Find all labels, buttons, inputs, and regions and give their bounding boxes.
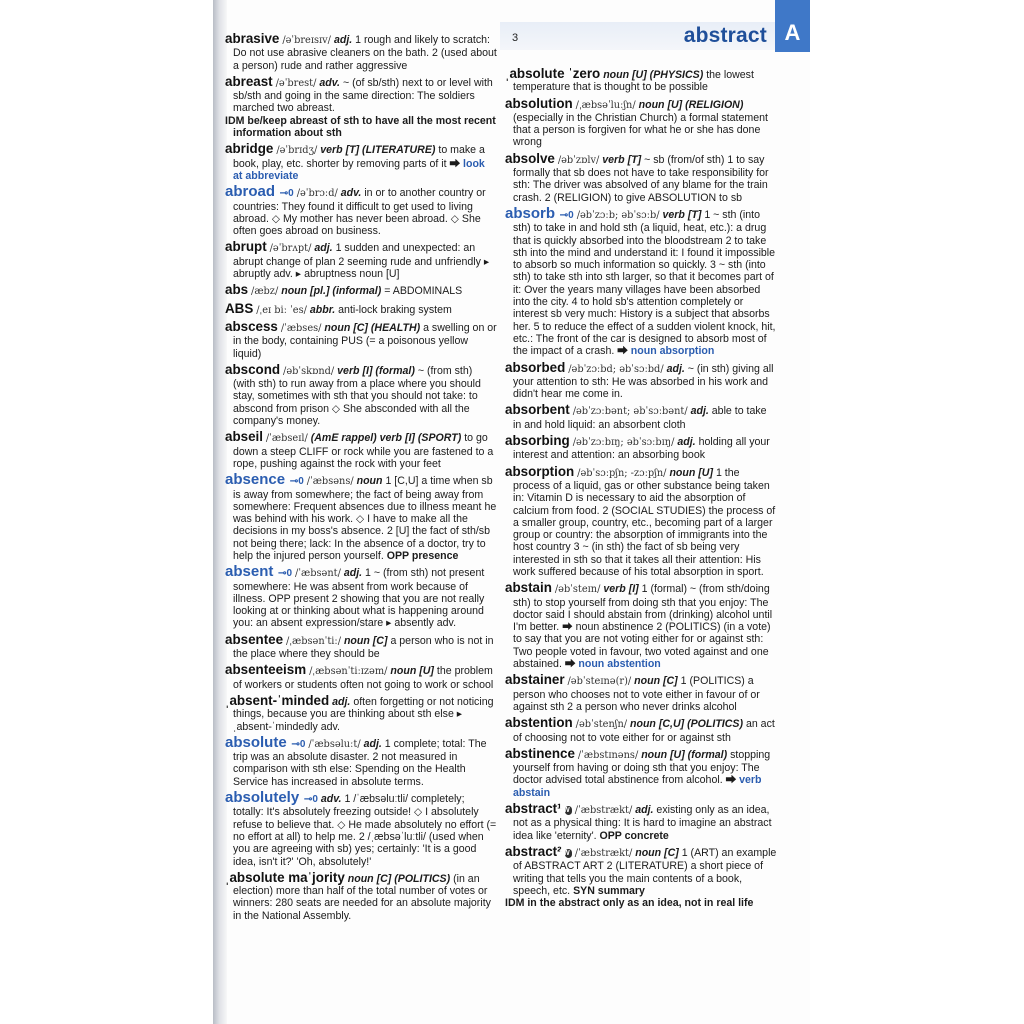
dictionary-entry <box>505 463 777 579</box>
dictionary-entry <box>225 471 497 562</box>
definition: the problem of workers or students often not going to work or school <box>233 665 494 691</box>
left-column <box>225 33 497 926</box>
headword: absorb <box>505 204 556 222</box>
academic-word-icon: AW <box>558 807 570 815</box>
dictionary-entry <box>225 431 497 470</box>
pronunciation: /ˌeɪ biː ˈes/ <box>256 304 307 316</box>
pronunciation: /əˈbrest/ <box>275 77 317 89</box>
arrow-circle-icon: ⮕ <box>564 658 579 671</box>
dictionary-entry <box>225 563 497 630</box>
definition: existing only as an idea, not as a physical thing: It is hard to imagine an abstract idea like 'eternity'. <box>513 804 772 842</box>
idiom-text: IDM in the abstract only as an idea, not in real life <box>505 897 754 910</box>
headword: absorption <box>505 463 575 479</box>
definition: 1 (POLITICS) a person who chooses not to vote either in favour of or against sth 2 a person who never drinks alcohol <box>513 675 760 713</box>
pronunciation: /əbˈzɔːbənt; əbˈsɔːbənt/ <box>572 406 688 418</box>
opposite-ref: OPP presence <box>386 549 459 562</box>
headword: ABS <box>225 300 254 316</box>
dictionary-entry <box>225 143 497 182</box>
dictionary-entry <box>225 300 497 317</box>
definition: anti-lock braking system <box>338 303 452 316</box>
part-of-speech: adj. <box>363 737 382 750</box>
definition: ~ (from sth) (with sth) to run away from a place where you should stay, sometimes with sth that you should not take: to abscond from prison ◇ She absconded with all the company's money. <box>233 364 481 428</box>
part-of-speech: verb [T] <box>662 208 702 221</box>
headword: abrupt <box>225 239 267 255</box>
dictionary-entry <box>505 843 777 910</box>
arrow-circle-icon: ⮕ <box>449 157 464 170</box>
dictionary-entry <box>225 284 497 298</box>
part-of-speech: verb [I] (formal) <box>337 364 415 377</box>
headword: abreast <box>225 73 273 89</box>
pronunciation: /ˈæbsəluːt/ <box>308 738 361 750</box>
headword: absence <box>225 471 286 489</box>
dictionary-entry <box>225 318 497 360</box>
part-of-speech: verb [T] <box>602 153 642 166</box>
cross-reference[interactable]: noun absorption <box>630 345 715 358</box>
headword: abscond <box>225 361 281 377</box>
headword: abseil <box>225 429 263 445</box>
part-of-speech: noun [U] <box>390 665 434 678</box>
part-of-speech: adj. <box>635 804 654 817</box>
headword: abs <box>225 282 249 298</box>
headword: abrasive <box>225 31 280 46</box>
part-of-speech: adv. <box>320 793 342 806</box>
part-of-speech: adv. <box>340 187 362 200</box>
headword: absorbent <box>505 402 570 418</box>
part-of-speech: verb [T] (LITERATURE) <box>320 144 436 157</box>
part-of-speech: adv. <box>319 76 340 89</box>
dictionary-entry <box>225 33 497 72</box>
definition: 1 complete; total: The trip was an absolute disaster. 2 not measured in comparison with sth else: Spending on the Health Service has increased in absolute terms. <box>233 737 487 788</box>
headword: absolution <box>505 95 573 111</box>
dictionary-entry <box>505 435 777 462</box>
pronunciation: /ˈæbsənt/ <box>295 568 341 580</box>
definition: a person who is not in the place where they should be <box>233 634 494 661</box>
pronunciation: /ˌæbsənˈtiː/ <box>286 635 341 647</box>
definition: 1 [C,U] a time when sb is away from somewhere; the fact of being away from somewhere: Frequent absences due to illness meant he was behind with his work. ◇ I have to make all the decisions in my boss's absence. 2 [U] the fact of sth/sb not being there; lack: In the absence of a doctor, try to help the injured person yourself. <box>233 475 497 562</box>
headword: abstainer <box>505 672 565 688</box>
definition: ~ sb (from/of sth) 1 to say formally that sb does not have to take responsibility for sth: The driver was absolved of any blame for the train crash. 2 (RELIGION) to give ABSOLUTION to sb <box>513 153 769 204</box>
headword: absent <box>225 563 274 581</box>
dictionary-entry <box>505 204 777 358</box>
dictionary-entry <box>505 68 777 94</box>
key-icon: ⊸0 <box>275 568 293 580</box>
headword: abstinence <box>505 745 575 761</box>
key-icon: ⊸0 <box>277 188 294 200</box>
academic-word-icon: AW <box>558 849 570 857</box>
definition: ~ (of sb/sth) next to or level with sb/sth and going in the same direction: The soldiers marched two abreast. <box>233 76 493 115</box>
headword: absorbed <box>505 359 566 375</box>
pronunciation: /ˈæbstrækt/ <box>574 805 633 817</box>
part-of-speech: noun <box>356 475 383 488</box>
pronunciation: /ˈæbses/ <box>280 322 322 334</box>
dictionary-entry <box>225 733 497 788</box>
dictionary-entry <box>505 150 777 204</box>
part-of-speech: verb [I] <box>603 583 639 596</box>
pronunciation: /əˈbrɔːd/ <box>296 188 338 200</box>
headword: abridge <box>225 141 274 157</box>
definition: a swelling on or in the body, containing PUS (= a poisonous yellow liquid) <box>233 321 497 360</box>
definition: in or to another country or countries: They found it difficult to get used to living abroad. ◇ My mother has never been abroad. ◇ She often goes abroad on business. <box>233 187 486 238</box>
definition: (in an election) more than half of the total number of votes or winners: 280 seats are needed for an absolute majority in the National Assembly. <box>233 872 491 922</box>
letter-tab: A <box>775 0 810 52</box>
part-of-speech: noun [C] <box>635 846 679 859</box>
part-of-speech: adj. <box>677 436 696 449</box>
definition: ~ (in sth) giving all your attention to sth: He was absorbed in his work and didn't hear me come in. <box>513 362 774 401</box>
definition: holding all your interest and attention: an absorbing book <box>513 436 770 462</box>
pronunciation: /əbˈzɔːbɪŋ; əbˈsɔːbɪŋ/ <box>572 437 675 449</box>
idiom <box>505 897 777 910</box>
pronunciation: /əbˈzɔːb; əbˈsɔːb/ <box>576 209 660 221</box>
pronunciation: /əˈbrɪdʒ/ <box>276 145 318 157</box>
cross-reference[interactable]: look at abbreviate <box>233 157 485 182</box>
part-of-speech: abbr. <box>309 303 336 316</box>
pronunciation: /əbˈstenʃn/ <box>575 719 628 731</box>
dictionary-entry <box>225 789 497 868</box>
definition: to go down a steep CLIFF or rock while you are fastened to a rope, pushing against the rock with your feet <box>233 432 494 470</box>
part-of-speech: noun [U] (RELIGION) <box>638 98 744 111</box>
idiom <box>225 114 497 140</box>
dictionary-entry <box>225 361 497 428</box>
dictionary-entry <box>225 73 497 140</box>
cross-reference[interactable]: noun abstention <box>578 658 661 671</box>
pronunciation: /əˈbrʌpt/ <box>269 243 312 255</box>
right-column <box>505 68 777 913</box>
dictionary-entry <box>505 95 777 149</box>
pronunciation: /ˌæbsəˈluːʃn/ <box>575 99 636 111</box>
part-of-speech: noun [C] (POLITICS) <box>347 872 451 885</box>
idiom-text: IDM be/keep abreast of sth to have all the most recent information about sth <box>225 114 496 140</box>
headword: abstract² <box>505 843 562 859</box>
definition: 1 (ART) an example of ABSTRACT ART 2 (LITERATURE) a short piece of writing that tells you the main contents of a book, speech, etc. <box>513 846 777 897</box>
headword: absorbing <box>505 433 570 449</box>
opposite-ref: OPP concrete <box>599 829 669 842</box>
part-of-speech: noun [C] (HEALTH) <box>324 321 421 334</box>
key-icon: ⊸0 <box>557 209 574 221</box>
headword: absolute <box>225 733 287 751</box>
arrow-circle-icon: ⮕ <box>725 774 740 787</box>
pronunciation: /əbˈsteɪn/ <box>554 584 601 596</box>
headword: ˌabsent-ˈminded <box>225 692 330 708</box>
part-of-speech: noun [C] <box>634 675 678 688</box>
pronunciation: /ˈæbsəns/ <box>306 476 354 488</box>
headword: abstain <box>505 580 552 596</box>
definition: = ABDOMINALS <box>384 285 463 298</box>
definition: (especially in the Christian Church) a formal statement that a person is forgiven for what he or she has done wrong <box>513 111 768 149</box>
synonym-ref: SYN summary <box>573 884 645 897</box>
part-of-speech: adj. <box>333 34 353 46</box>
headword: abroad <box>225 183 276 201</box>
definition: an act of choosing not to vote either for or against sth <box>513 718 775 744</box>
key-icon: ⊸0 <box>287 476 304 488</box>
pronunciation: /əbˈskɒnd/ <box>283 365 335 377</box>
definition: able to take in and hold liquid: an absorbent cloth <box>513 405 767 431</box>
part-of-speech: noun [U] (PHYSICS) <box>603 69 704 81</box>
dictionary-entry <box>505 359 777 401</box>
dictionary-entry <box>505 717 777 744</box>
definition: 1 ~ (from sth) not present somewhere: He was absent from work because of illness. OPP present 2 showing that you are not really looking at or thinking about what is happening around you: an absent expression/stare ▸ absently adv. <box>233 567 485 630</box>
definition: often forgetting or not noticing things, because you are thinking about sth else ▸ ˌabsent-ˈmindedly adv. <box>233 695 494 733</box>
dictionary-entry <box>505 404 777 431</box>
part-of-speech: noun [U] (formal) <box>641 748 728 761</box>
dictionary-entry <box>225 241 497 280</box>
key-icon: ⊸0 <box>301 794 318 806</box>
part-of-speech: adj. <box>666 362 685 375</box>
pronunciation: /ˈæbstɪnəns/ <box>577 749 639 761</box>
pronunciation: /ˌæbsənˈtiːɪzəm/ <box>309 666 388 678</box>
pronunciation: /æbz/ <box>251 286 279 298</box>
definition: 1 (formal) ~ (from sth/doing sth) to stop yourself from doing sth that you enjoy: The doctor said I should abstain from (drinking) alcohol until I'm better. ⮕ noun abstinence 2 (POLITICS) (in a vote) to say that you are not voting either for or against sth: Two people voted in favour, two voted against and one abstained. <box>513 583 773 671</box>
definition: 1 the process of a liquid, gas or other substance being taken in: Vitamin D is necessary to aid the absorption of calcium from food. 2 (SOCIAL STUDIES) the process of a smaller group, country, etc., becoming part of a larger group or country: the absorption of immigrants into the host country 3 ~ (in sth) the fact of sb being very interested in sth so that it takes all their attention: His work suffered because of his total absorption in sport. <box>513 466 776 578</box>
definition: stopping yourself from having or doing sth that you enjoy: The doctor advised total abstinence from alcohol. <box>513 748 771 787</box>
headword: ˌabsolute maˈjority <box>225 869 345 885</box>
dictionary-entry <box>225 631 497 661</box>
part-of-speech: noun [C] <box>343 634 388 647</box>
dictionary-entry <box>225 869 497 922</box>
pronunciation: /əˈbreɪsɪv/ <box>282 35 331 46</box>
arrow-circle-icon: ⮕ <box>617 345 631 358</box>
definition: to make a book, play, etc. shorter by removing parts of it <box>233 144 485 170</box>
pronunciation: /ˈæbseɪl/ <box>265 433 308 445</box>
definition: the lowest temperature that is thought to be possible <box>513 69 754 94</box>
dictionary-entry <box>225 692 497 733</box>
dictionary-entry <box>505 745 777 799</box>
definition: 1 ~ sth (into sth) to take in and hold sth (a liquid, heat, etc.): a drug that is quickly absorbed into the bloodstream 2 to take sth into the mind and understand it: I found it impossible to absorb so much information so quickly. 3 ~ sth (into sth) to take sth into sth larger, so that it becomes part of it: Over the years many villages have been absorbed into the city. 4 to hold sb's attention completely or interest sb very much: History is a subject that absorbs her. 5 to reduce the effect of a sudden violent knock, hit, etc.: The front of the car is designed to absorb most of the impact of a crash. <box>513 208 776 358</box>
cross-reference[interactable]: verb abstain <box>513 774 762 799</box>
guide-word: abstract <box>683 24 767 47</box>
definition: 1 /ˈæbsəluːtli/ completely; totally: It's absolutely freezing outside! ◇ I absolutely refuse to believe that. ◇ He made absolutely no effort (= no effort at all) to help me. 2 /ˌæbsəˈluːtli/ (used when you are agreeing with sb) yes; certainly: 'It is a good idea, isn't it?' 'Oh, absolutely!' <box>233 793 497 868</box>
definition: 1 sudden and unexpected: an abrupt change of plan 2 seeming rude and unfriendly ▸ abruptly adv. ▸ abruptness noun [U] <box>233 242 490 281</box>
part-of-speech: adj. <box>314 242 333 255</box>
pronunciation: /əbˈsɔːpʃn; -zɔːpʃn/ <box>577 467 667 479</box>
pronunciation: /əbˈsteɪnə(r)/ <box>567 676 632 688</box>
part-of-speech: noun [C,U] (POLITICS) <box>630 718 743 731</box>
dictionary-entry <box>505 582 777 670</box>
headword: absenteeism <box>225 662 307 678</box>
dictionary-entry <box>505 803 777 842</box>
part-of-speech: adj. <box>343 567 363 580</box>
part-of-speech: (AmE rappel) verb [I] (SPORT) <box>310 432 462 445</box>
key-icon: ⊸0 <box>288 738 306 750</box>
pronunciation: /əbˈzɒlv/ <box>557 154 600 166</box>
headword: absentee <box>225 631 284 647</box>
headword: absolve <box>505 150 555 166</box>
headword: ˌabsolute ˈzero <box>505 66 601 81</box>
page-number: 3 <box>512 32 519 44</box>
part-of-speech: adj. <box>332 695 351 708</box>
part-of-speech: adj. <box>690 405 709 418</box>
headword: absolutely <box>225 789 300 807</box>
pronunciation: /ˈæbstrækt/ <box>574 847 633 859</box>
headword: abscess <box>225 318 278 334</box>
headword: abstention <box>505 715 573 731</box>
pronunciation: /əbˈzɔːbd; əbˈsɔːbd/ <box>568 363 664 375</box>
part-of-speech: noun [pl.] (informal) <box>281 285 382 298</box>
definition: 1 rough and likely to scratch: Do not use abrasive cleaners on the bath. 2 (used about a person) rude and rather aggressive <box>233 34 497 72</box>
headword: abstract¹ <box>505 801 562 817</box>
dictionary-entry <box>225 183 497 238</box>
dictionary-entry <box>505 674 777 713</box>
part-of-speech: noun [U] <box>669 466 713 479</box>
dictionary-entry <box>225 664 497 691</box>
